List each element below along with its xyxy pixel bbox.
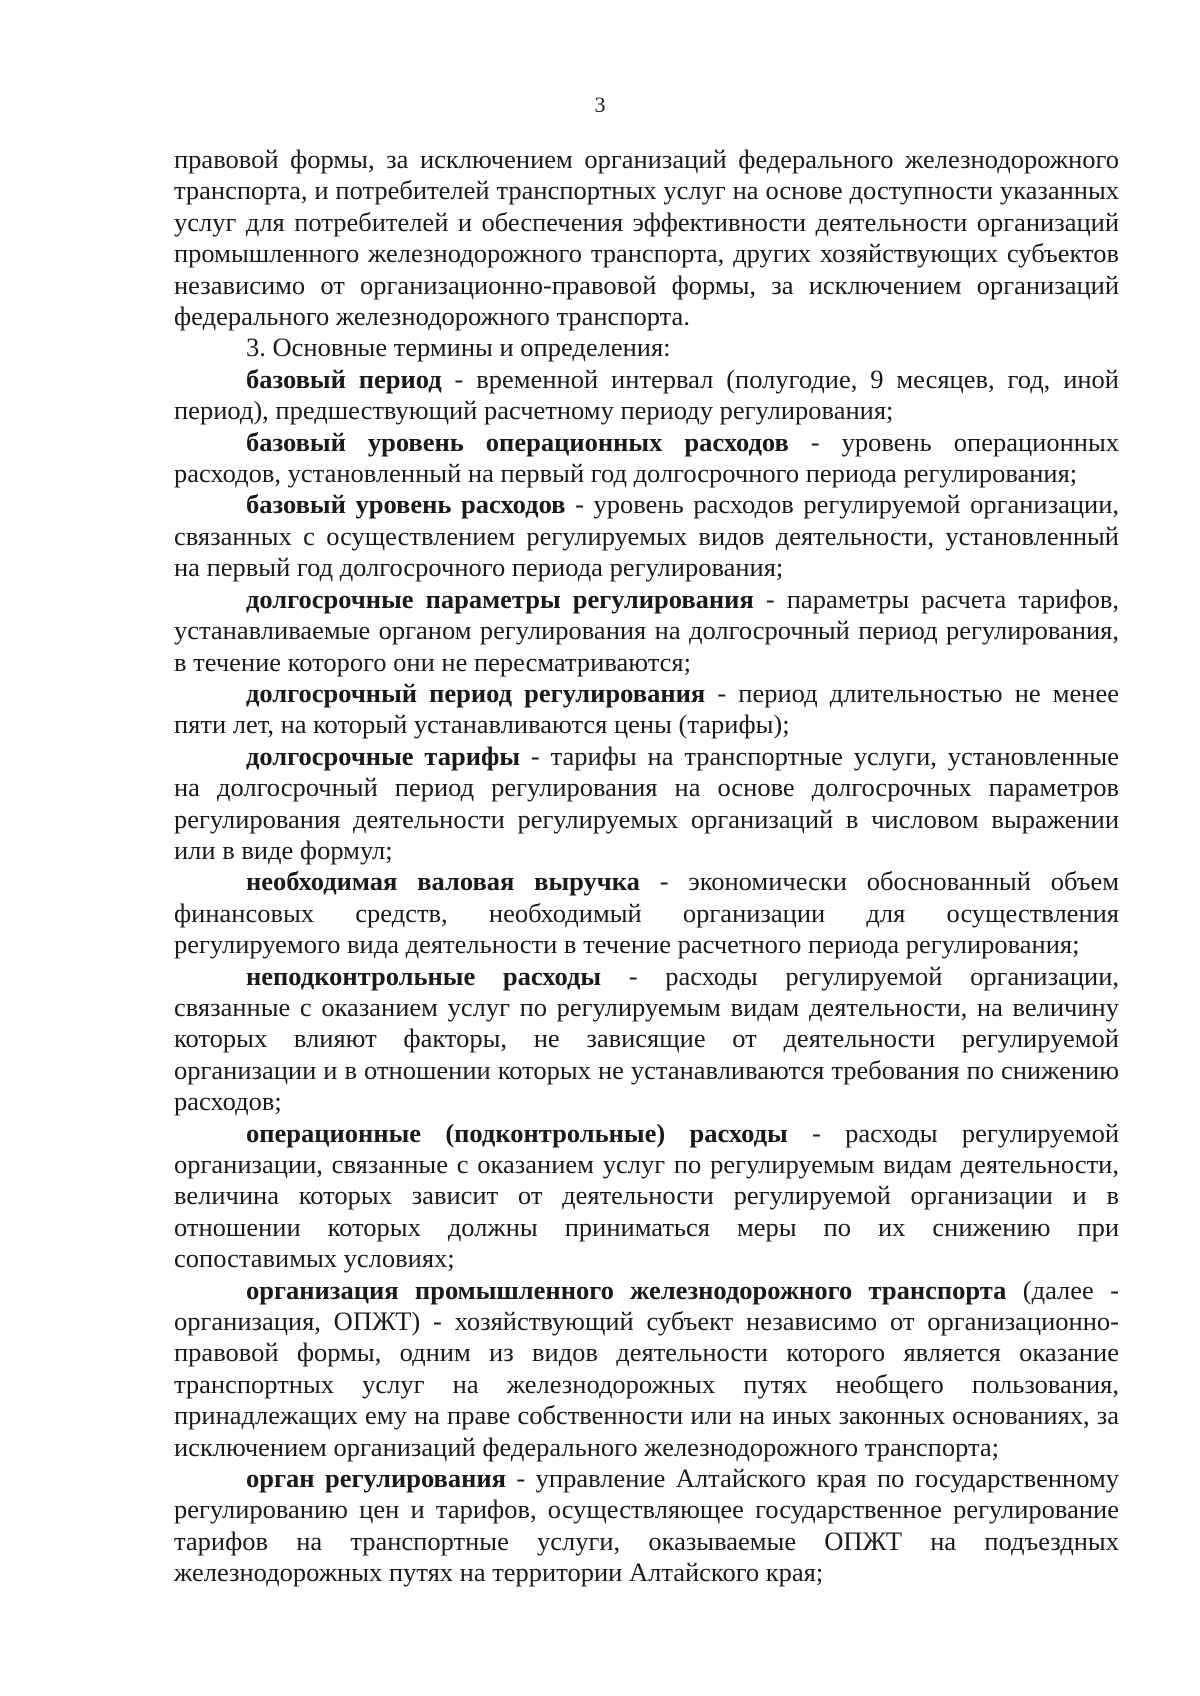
definition-term: долгосрочные параметры регулирования [246,583,754,614]
definition-paragraph [174,489,1119,583]
definition-paragraph [174,1275,1119,1463]
definition-paragraph [174,866,1119,960]
definition-paragraph [174,678,1119,741]
paragraph-intro [174,144,1119,332]
definition-text: - управление Алтайского края по государственному регулированию цен и тарифов, осуществляющее государственное регулирование тарифов на транспортные услуги, оказываемые ОПЖТ на подъездных железнодорожных путях на территории Алтайского края; [174,1463,1119,1588]
definition-term: базовый период [246,363,442,394]
definition-term: базовый уровень операционных расходов [246,426,789,457]
definition-text: - расходы регулируемой организации, связанные с оказанием услуг по регулируемым видам деятельности, величина которых зависит от деятельности регулируемой организации и в отношении которых должны приниматься меры по их снижению при сопоставимых условиях; [174,1117,1119,1274]
definition-text: - расходы регулируемой организации, связанные с оказанием услуг по регулируемым видам деятельности, на величину которых влияют факторы, не зависящие от деятельности регулируемой организации и в отношении которых не устанавливаются требования по снижению расходов; [174,960,1120,1117]
definition-paragraph [174,584,1119,678]
definition-text: - экономически обоснованный объем финансовых средств, необходимый организации для осуществления регулируемого вида деятельности в течение расчетного периода регулирования; [174,866,1119,960]
definition-paragraph [174,364,1119,427]
definition-paragraph [174,1463,1119,1589]
definition-text: - уровень операционных расходов, установленный на первый год долгосрочного периода регулирования; [174,426,1119,489]
definition-term: операционные (подконтрольные) расходы [246,1117,788,1148]
definition-term: долгосрочный период регулирования [246,677,706,708]
definition-text: (далее - организация, ОПЖТ) - хозяйствующий субъект независимо от организационно-правовой формы, одним из видов деятельности которого является оказание транспортных услуг на железнодорожных путях необщего пользования, принадлежащих ему на праве собственности или на иных законных основаниях, за исключением организаций федерального железнодорожного транспорта; [174,1274,1119,1462]
paragraph-text: 3. Основные термины и определения: [246,332,671,363]
definition-term: орган регулирования [246,1463,506,1494]
definition-text: - уровень расходов регулируемой организации, связанных с осуществлением регулируемых видов деятельности, установленный на первый год долгосрочного периода регулирования; [174,489,1119,583]
definition-term: базовый уровень расходов [246,489,566,520]
section-heading [174,332,1119,363]
definition-text: - тарифы на транспортные услуги, установленные на долгосрочный период регулирования на основе долгосрочных параметров регулирования деятельности регулируемых организаций в числовом выражении или в виде формул; [174,740,1119,865]
definition-paragraph [174,741,1119,867]
paragraph-text: правовой формы, за исключением организаций федерального железнодорожного транспорта, и потребителей транспортных услуг на основе доступности указанных услуг для потребителей и обеспечения эффективности деятельности организаций промышленного железнодорожного транспорта, других хозяйствующих субъектов независимо от организационно-правовой формы, за исключением организаций федерального железнодорожного транспорта. [174,144,1119,332]
definition-term: необходимая валовая выручка [246,866,640,897]
definition-text: - период длительностью не менее пяти лет, на который устанавливаются цены (тарифы); [174,677,1119,740]
definition-term: долгосрочные тарифы [246,740,521,771]
definition-paragraph [174,961,1119,1118]
definition-text: - временной интервал (полугодие, 9 месяцев, год, иной период), предшествующий расчетному периоду регулирования; [174,363,1119,426]
definition-paragraph [174,1118,1119,1275]
definition-text: - параметры расчета тарифов, устанавливаемые органом регулирования на долгосрочный период регулирования, в течение которого они не пересматриваются; [174,583,1119,677]
definition-term: неподконтрольные расходы [246,960,602,991]
page-number: 3 [594,92,606,117]
document-body [174,144,1119,1589]
definition-paragraph [174,427,1119,490]
definition-term: организация промышленного железнодорожного транспорта [246,1274,1007,1305]
